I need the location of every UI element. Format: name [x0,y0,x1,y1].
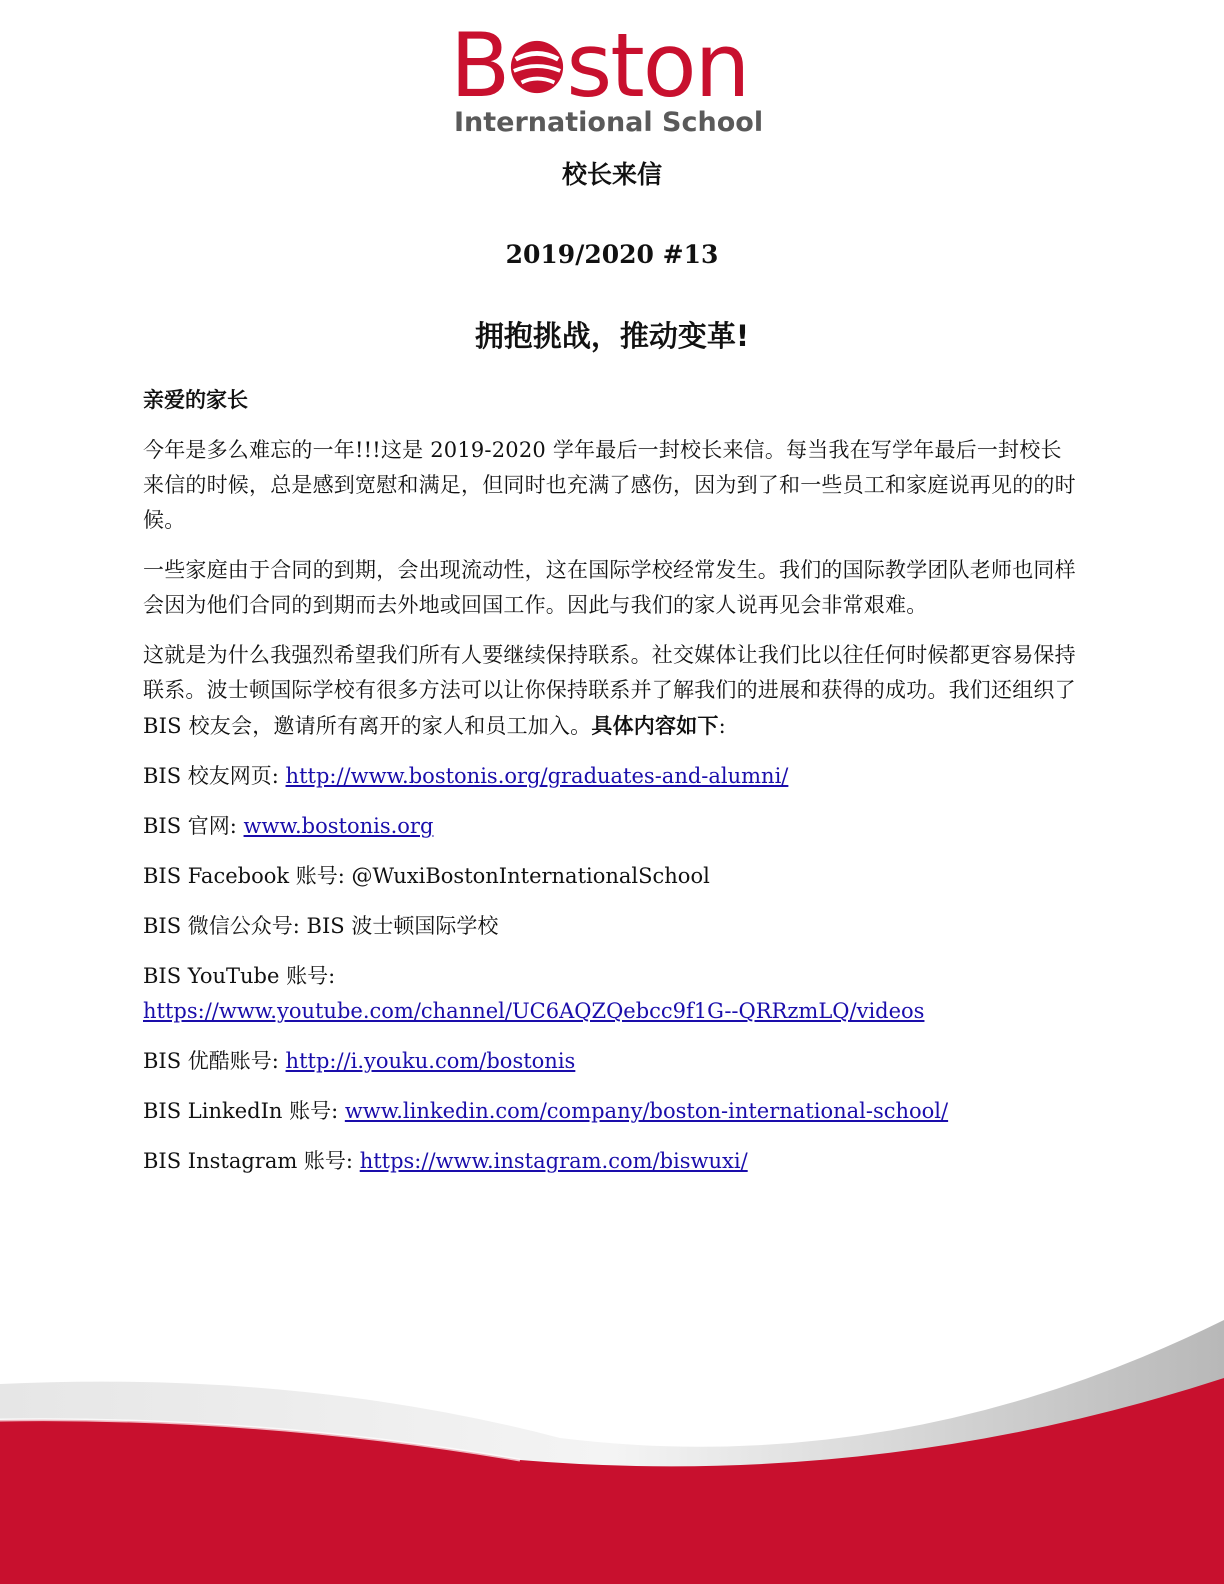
paragraph-3 [143,638,1078,744]
facebook-account: @WuxiBostonInternationalSchool [351,864,710,888]
link-row-facebook [143,859,1078,894]
wechat-account: BIS 波士顿国际学校 [306,914,499,938]
link-label: BIS Facebook 账号: [143,864,352,888]
youku-link[interactable]: http://i.youku.com/bostonis [285,1049,576,1073]
paragraph-3-bold: 具体内容如下 [591,713,719,738]
instagram-link[interactable]: https://www.instagram.com/biswuxi/ [359,1149,748,1173]
paragraph-2: 一些家庭由于合同的到期，会出现流动性，这在国际学校经常发生。我们的国际教学团队老师也同样会因为他们合同的到期而去外地或回国工作。因此与我们的家人说再见会非常艰难。 [143,558,1076,617]
link-label: BIS 官网: [143,814,244,838]
paragraph-3-text: 这就是为什么我强烈希望我们所有人要继续保持联系。社交媒体让我们比以往任何时候都更容易保持联系。波士顿国际学校有很多方法可以让你保持联系并了解我们的进展和获得的成功。我们还组织了 BIS 校友会，邀请所有离开的家人和员工加入。 [143,643,1076,738]
issue-number: 2019/2020 #13 [505,240,719,269]
paragraph-1: 今年是多么难忘的一年!!!这是 2019-2020 学年最后一封校长来信。每当我在写学年最后一封校长来信的时候，总是感到宽慰和满足，但同时也充满了感伤，因为到了和一些员工和家庭说再见的的时候。 [143,438,1076,532]
link-label: BIS 校友网页: [143,764,286,788]
link-row-alumni [143,759,1078,794]
linkedin-link[interactable]: www.linkedin.com/company/boston-international-school/ [344,1099,949,1123]
globe-icon [508,38,566,96]
logo-wordmark [450,14,749,117]
paragraph-3-tail: : [718,714,726,738]
link-row-wechat [143,909,1078,944]
footer-wave-decoration [0,1320,1224,1584]
letter-body [143,383,1078,1194]
link-row-instagram [143,1144,1078,1179]
logo-subtitle: International School [454,107,764,138]
letter-title: 拥抱挑战，推动变革! [474,319,750,353]
link-label: BIS Instagram 账号: [143,1149,360,1173]
school-logo [450,14,764,145]
link-row-youtube [143,959,1078,1029]
greeting: 亲爱的家长 [143,388,248,412]
link-label: BIS LinkedIn 账号: [143,1099,345,1123]
alumni-link[interactable]: http://www.bostonis.org/graduates-and-alumni/ [285,764,789,788]
link-label: BIS 微信公众号: [143,914,307,938]
website-link[interactable]: www.bostonis.org [243,814,434,838]
link-label: BIS YouTube 账号: [143,964,336,988]
logo-letters: ston [566,14,749,117]
link-row-linkedin [143,1094,1078,1129]
link-row-website [143,809,1078,844]
letter-heading: 校长来信 [561,160,662,189]
logo-letter-b: B [450,14,509,117]
youtube-link[interactable]: https://www.youtube.com/channel/UC6AQZQebcc9f1G--QRRzmLQ/videos [143,999,925,1023]
link-row-youku [143,1044,1078,1079]
link-label: BIS 优酷账号: [143,1049,286,1073]
